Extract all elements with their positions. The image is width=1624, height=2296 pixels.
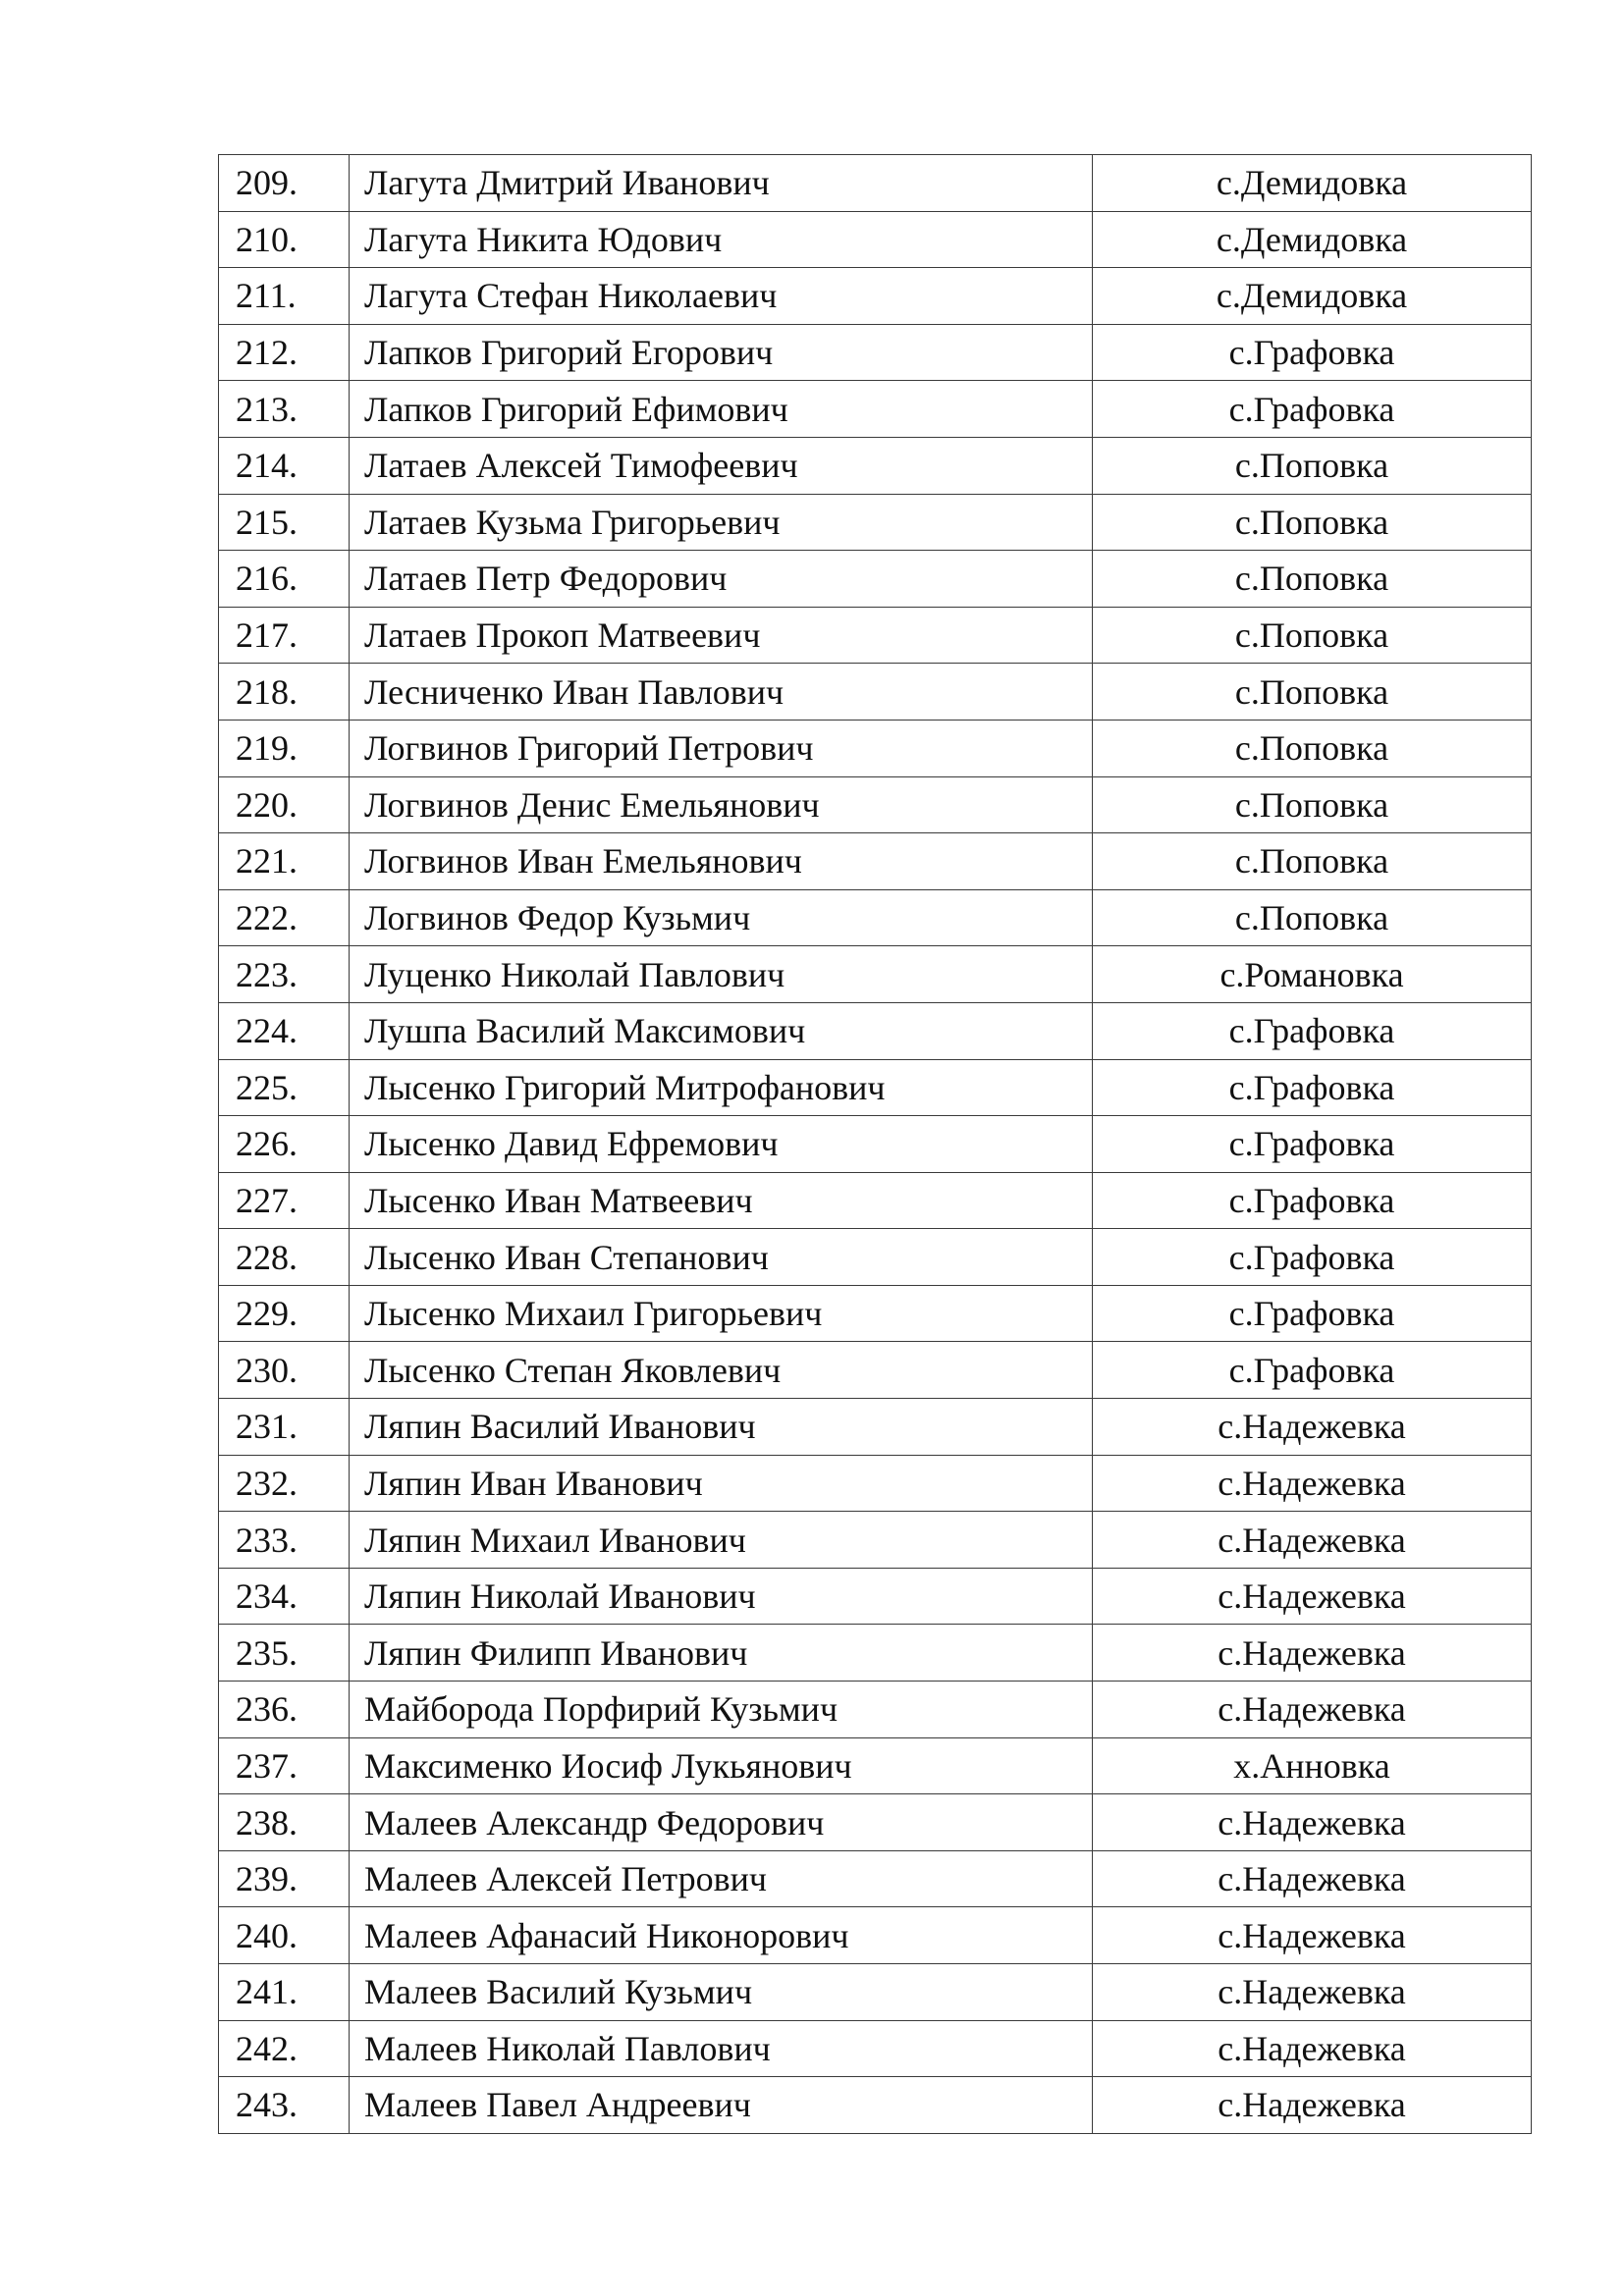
table-row — [219, 1512, 1532, 1569]
row-number: 243. — [219, 2077, 350, 2134]
person-name: Латаев Прокоп Матвеевич — [350, 607, 1093, 664]
person-name: Лесниченко Иван Павлович — [350, 664, 1093, 721]
row-number: 222. — [219, 889, 350, 946]
table-row — [219, 1342, 1532, 1399]
table-row — [219, 889, 1532, 946]
person-name: Латаев Петр Федорович — [350, 551, 1093, 608]
row-number: 223. — [219, 946, 350, 1003]
person-name: Лысенко Михаил Григорьевич — [350, 1285, 1093, 1342]
table-row — [219, 381, 1532, 438]
table-row — [219, 1737, 1532, 1794]
names-table — [218, 154, 1532, 2134]
person-name: Лушпа Василий Максимович — [350, 1002, 1093, 1059]
table-row — [219, 946, 1532, 1003]
person-name: Лапков Григорий Егорович — [350, 324, 1093, 381]
village-name: с.Графовка — [1093, 1116, 1532, 1173]
row-number: 226. — [219, 1116, 350, 1173]
person-name: Ляпин Николай Иванович — [350, 1568, 1093, 1625]
row-number: 217. — [219, 607, 350, 664]
row-number: 213. — [219, 381, 350, 438]
row-number: 241. — [219, 1964, 350, 2021]
table-row — [219, 1850, 1532, 1907]
row-number: 218. — [219, 664, 350, 721]
village-name: с.Поповка — [1093, 551, 1532, 608]
village-name: с.Поповка — [1093, 833, 1532, 890]
table-row — [219, 1568, 1532, 1625]
row-number: 228. — [219, 1229, 350, 1286]
village-name: с.Графовка — [1093, 1342, 1532, 1399]
row-number: 219. — [219, 720, 350, 776]
person-name: Малеев Павел Андреевич — [350, 2077, 1093, 2134]
row-number: 225. — [219, 1059, 350, 1116]
table-row — [219, 720, 1532, 776]
row-number: 242. — [219, 2020, 350, 2077]
row-number: 209. — [219, 155, 350, 212]
person-name: Логвинов Иван Емельянович — [350, 833, 1093, 890]
row-number: 233. — [219, 1512, 350, 1569]
person-name: Лысенко Степан Яковлевич — [350, 1342, 1093, 1399]
row-number: 231. — [219, 1399, 350, 1456]
person-name: Ляпин Василий Иванович — [350, 1399, 1093, 1456]
village-name: с.Надежевка — [1093, 1399, 1532, 1456]
person-name: Латаев Кузьма Григорьевич — [350, 494, 1093, 551]
table-row — [219, 1907, 1532, 1964]
table-row — [219, 1285, 1532, 1342]
table-row — [219, 551, 1532, 608]
person-name: Лысенко Иван Матвеевич — [350, 1172, 1093, 1229]
row-number: 227. — [219, 1172, 350, 1229]
table-row — [219, 1399, 1532, 1456]
village-name: с.Поповка — [1093, 720, 1532, 776]
table-row — [219, 1059, 1532, 1116]
village-name: с.Надежевка — [1093, 1682, 1532, 1738]
row-number: 216. — [219, 551, 350, 608]
person-name: Лысенко Давид Ефремович — [350, 1116, 1093, 1173]
person-name: Малеев Василий Кузьмич — [350, 1964, 1093, 2021]
table-row — [219, 211, 1532, 268]
table-row — [219, 607, 1532, 664]
village-name: с.Надежевка — [1093, 1512, 1532, 1569]
village-name: с.Демидовка — [1093, 268, 1532, 325]
village-name: с.Графовка — [1093, 1285, 1532, 1342]
table-row — [219, 1116, 1532, 1173]
village-name: х.Анновка — [1093, 1737, 1532, 1794]
village-name: с.Графовка — [1093, 1172, 1532, 1229]
village-name: с.Надежевка — [1093, 2077, 1532, 2134]
row-number: 215. — [219, 494, 350, 551]
village-name: с.Графовка — [1093, 324, 1532, 381]
table-row — [219, 1455, 1532, 1512]
table-row — [219, 324, 1532, 381]
person-name: Лысенко Иван Степанович — [350, 1229, 1093, 1286]
village-name: с.Графовка — [1093, 1002, 1532, 1059]
table-row — [219, 2020, 1532, 2077]
person-name: Майборода Порфирий Кузьмич — [350, 1682, 1093, 1738]
row-number: 234. — [219, 1568, 350, 1625]
row-number: 230. — [219, 1342, 350, 1399]
person-name: Малеев Николай Павлович — [350, 2020, 1093, 2077]
village-name: с.Графовка — [1093, 381, 1532, 438]
person-name: Латаев Алексей Тимофеевич — [350, 437, 1093, 494]
table-row — [219, 2077, 1532, 2134]
table-row — [219, 1002, 1532, 1059]
village-name: с.Поповка — [1093, 889, 1532, 946]
row-number: 239. — [219, 1850, 350, 1907]
person-name: Ляпин Иван Иванович — [350, 1455, 1093, 1512]
village-name: с.Поповка — [1093, 607, 1532, 664]
person-name: Малеев Александр Федорович — [350, 1794, 1093, 1851]
village-name: с.Поповка — [1093, 664, 1532, 721]
table-row — [219, 437, 1532, 494]
row-number: 236. — [219, 1682, 350, 1738]
village-name: с.Надежевка — [1093, 1625, 1532, 1682]
table-row — [219, 1682, 1532, 1738]
person-name: Логвинов Григорий Петрович — [350, 720, 1093, 776]
village-name: с.Демидовка — [1093, 211, 1532, 268]
person-name: Малеев Алексей Петрович — [350, 1850, 1093, 1907]
person-name: Ляпин Филипп Иванович — [350, 1625, 1093, 1682]
person-name: Лагута Дмитрий Иванович — [350, 155, 1093, 212]
table-row — [219, 1794, 1532, 1851]
table-body — [219, 155, 1532, 2134]
table-row — [219, 1172, 1532, 1229]
village-name: с.Поповка — [1093, 437, 1532, 494]
table-row — [219, 1229, 1532, 1286]
village-name: с.Надежевка — [1093, 1455, 1532, 1512]
person-name: Логвинов Денис Емельянович — [350, 776, 1093, 833]
village-name: с.Надежевка — [1093, 1850, 1532, 1907]
row-number: 214. — [219, 437, 350, 494]
row-number: 240. — [219, 1907, 350, 1964]
person-name: Луценко Николай Павлович — [350, 946, 1093, 1003]
row-number: 220. — [219, 776, 350, 833]
village-name: с.Надежевка — [1093, 2020, 1532, 2077]
row-number: 235. — [219, 1625, 350, 1682]
village-name: с.Графовка — [1093, 1229, 1532, 1286]
row-number: 212. — [219, 324, 350, 381]
table-row — [219, 268, 1532, 325]
table-row — [219, 833, 1532, 890]
table-row — [219, 1625, 1532, 1682]
table-row — [219, 664, 1532, 721]
row-number: 221. — [219, 833, 350, 890]
row-number: 237. — [219, 1737, 350, 1794]
person-name: Лапков Григорий Ефимович — [350, 381, 1093, 438]
person-name: Максименко Иосиф Лукьянович — [350, 1737, 1093, 1794]
person-name: Лагута Никита Юдович — [350, 211, 1093, 268]
village-name: с.Надежевка — [1093, 1568, 1532, 1625]
row-number: 224. — [219, 1002, 350, 1059]
person-name: Логвинов Федор Кузьмич — [350, 889, 1093, 946]
village-name: с.Поповка — [1093, 776, 1532, 833]
table-row — [219, 494, 1532, 551]
table-row — [219, 155, 1532, 212]
village-name: с.Надежевка — [1093, 1964, 1532, 2021]
row-number: 229. — [219, 1285, 350, 1342]
village-name: с.Надежевка — [1093, 1794, 1532, 1851]
row-number: 238. — [219, 1794, 350, 1851]
village-name: с.Надежевка — [1093, 1907, 1532, 1964]
row-number: 232. — [219, 1455, 350, 1512]
person-name: Лысенко Григорий Митрофанович — [350, 1059, 1093, 1116]
village-name: с.Демидовка — [1093, 155, 1532, 212]
table-row — [219, 1964, 1532, 2021]
village-name: с.Романовка — [1093, 946, 1532, 1003]
person-name: Ляпин Михаил Иванович — [350, 1512, 1093, 1569]
row-number: 210. — [219, 211, 350, 268]
table-row — [219, 776, 1532, 833]
person-name: Лагута Стефан Николаевич — [350, 268, 1093, 325]
row-number: 211. — [219, 268, 350, 325]
village-name: с.Графовка — [1093, 1059, 1532, 1116]
village-name: с.Поповка — [1093, 494, 1532, 551]
person-name: Малеев Афанасий Никонорович — [350, 1907, 1093, 1964]
